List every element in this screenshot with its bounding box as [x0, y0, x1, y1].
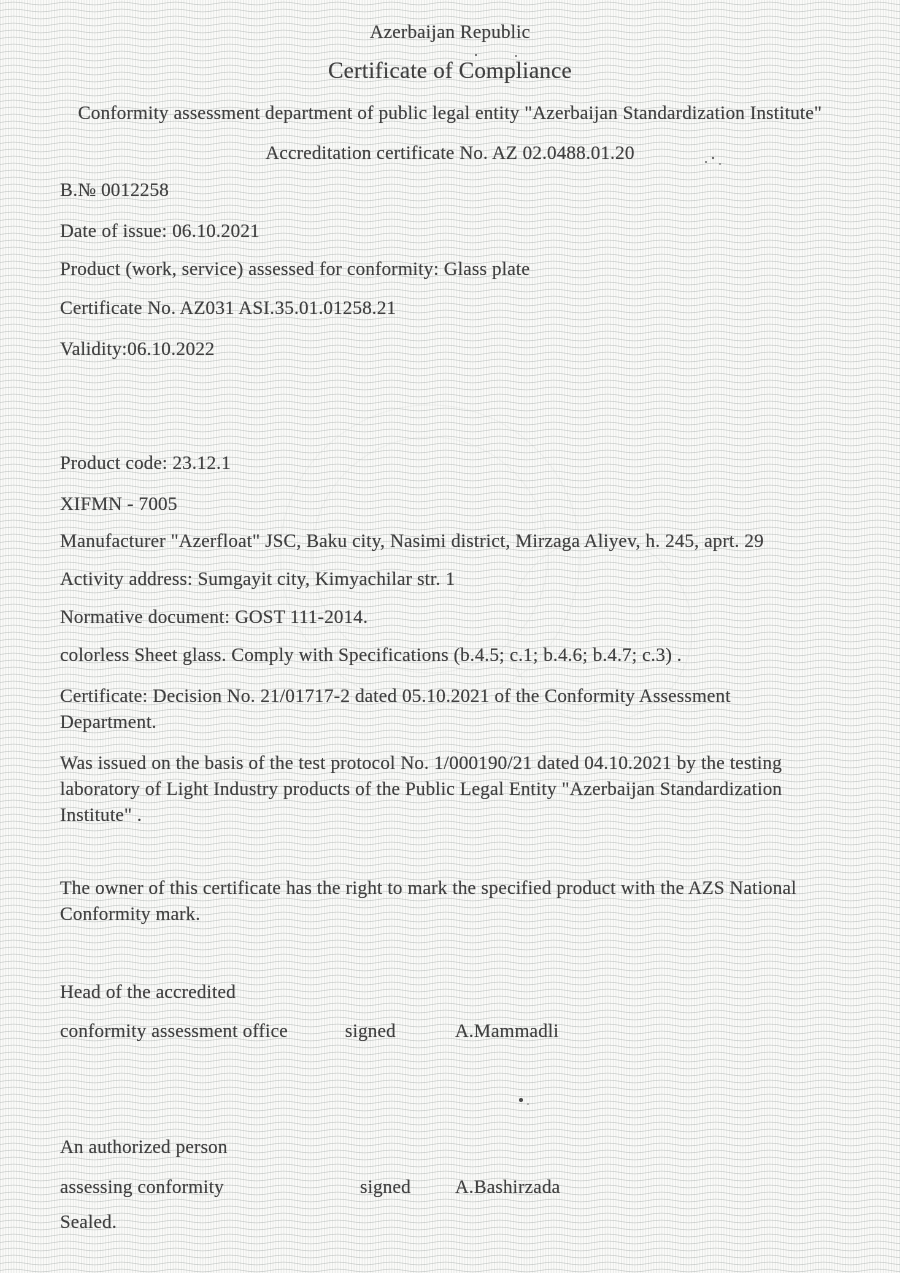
- field-date-of-issue: Date of issue: 06.10.2021: [60, 221, 260, 242]
- owner-rights-line-1: The owner of this certificate has the right to mark the specified product with the AZS National: [60, 878, 797, 899]
- field-certificate-number: Certificate No. AZ031 ASI.35.01.01258.21: [60, 298, 397, 319]
- decision-line-1: Certificate: Decision No. 21/01717-2 dated 05.10.2021 of the Conformity Assessment: [60, 686, 731, 707]
- signature-head-role-line2: conformity assessment office: [60, 1021, 288, 1042]
- test-protocol-line-2: laboratory of Light Industry products of the Public Legal Entity "Azerbaijan Standardization: [60, 779, 783, 800]
- signature-authorized-row: [60, 1177, 900, 1203]
- field-activity-address: Activity address: Sumgayit city, Kimyachilar str. 1: [60, 569, 456, 590]
- paragraph-decision: [60, 684, 731, 736]
- signature-head-row: [60, 1021, 900, 1047]
- test-protocol-line-3: Institute" .: [60, 805, 142, 826]
- certificate-title: Certificate of Compliance: [328, 58, 572, 83]
- signature-authorized-signed-label: signed: [360, 1177, 411, 1198]
- field-specifications: colorless Sheet glass. Comply with Specifications (b.4.5; c.1; b.4.6; b.4.7; c.3) .: [60, 645, 682, 666]
- field-product-model: XIFMN - 7005: [60, 494, 178, 515]
- decision-line-2: Department.: [60, 712, 157, 733]
- signature-authorized-role-line1: An authorized person: [60, 1137, 228, 1158]
- signature-head-name: A.Mammadli: [455, 1021, 559, 1042]
- paragraph-owner-rights: [60, 876, 797, 928]
- header-accreditation: Accreditation certificate No. AZ 02.0488.01.20: [265, 143, 635, 164]
- signature-head-role-line1: Head of the accredited: [60, 982, 236, 1003]
- signature-authorized-role-line2: assessing conformity: [60, 1177, 224, 1198]
- sealed-note: Sealed.: [60, 1212, 117, 1233]
- header-department: Conformity assessment department of public legal entity "Azerbaijan Standardization Institute": [78, 103, 822, 124]
- field-blank-number: B.№ 0012258: [60, 180, 170, 201]
- field-product-code: Product code: 23.12.1: [60, 453, 231, 474]
- paragraph-test-protocol: [60, 751, 782, 829]
- owner-rights-line-2: Conformity mark.: [60, 904, 201, 925]
- field-normative-document: Normative document: GOST 111-2014.: [60, 607, 368, 628]
- test-protocol-line-1: Was issued on the basis of the test protocol No. 1/000190/21 dated 04.10.2021 by the testing: [60, 753, 782, 774]
- signature-head-signed-label: signed: [345, 1021, 396, 1042]
- field-validity: Validity:06.10.2022: [60, 339, 215, 360]
- signature-authorized-name: A.Bashirzada: [455, 1177, 561, 1198]
- field-manufacturer: Manufacturer "Azerfloat" JSC, Baku city, Nasimi district, Mirzaga Aliyev, h. 245, aprt. 29: [60, 531, 764, 552]
- header-country: Azerbaijan Republic: [369, 22, 531, 43]
- field-product-assessed: Product (work, service) assessed for conformity: Glass plate: [60, 259, 530, 280]
